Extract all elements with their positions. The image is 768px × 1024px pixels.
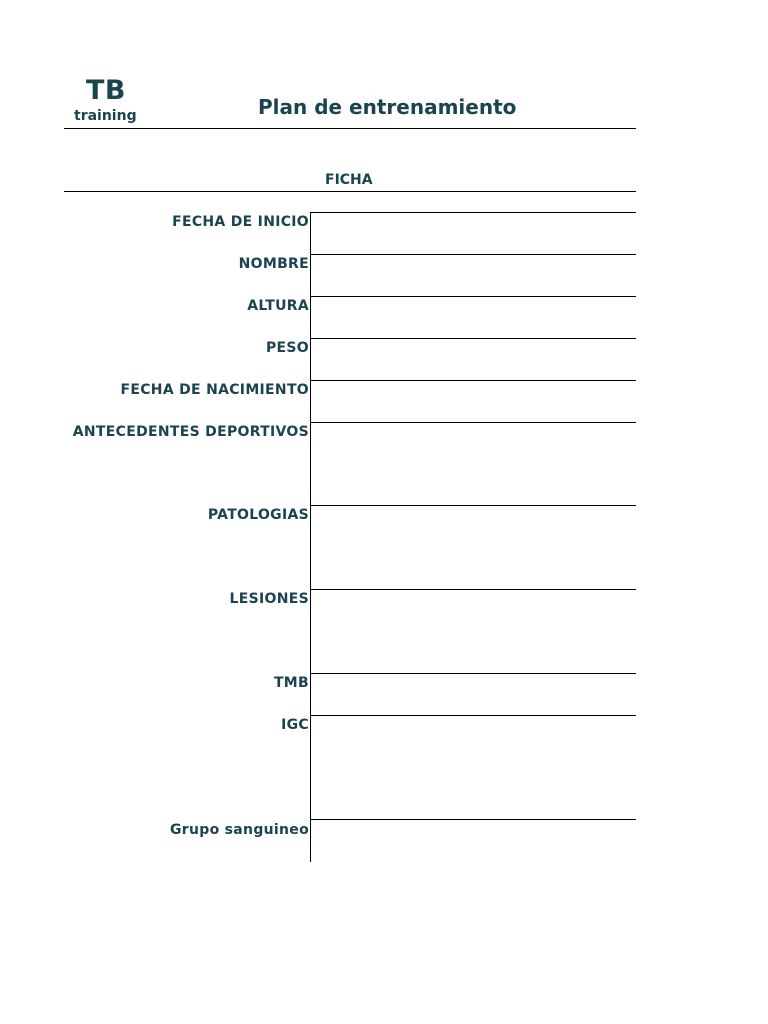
field-label-igc: IGC xyxy=(281,717,309,733)
field-value-altura[interactable] xyxy=(311,297,636,338)
field-value-fecha-de-nacimiento[interactable] xyxy=(311,381,636,422)
field-value-fecha-de-inicio[interactable] xyxy=(311,213,636,254)
section-title: FICHA xyxy=(325,172,373,188)
section-divider xyxy=(64,191,636,192)
field-value-peso[interactable] xyxy=(311,339,636,380)
field-label-nombre: NOMBRE xyxy=(238,256,309,272)
field-value-antecedentes-deportivos[interactable] xyxy=(311,423,636,505)
field-label-altura: ALTURA xyxy=(247,298,309,314)
field-label-peso: PESO xyxy=(265,340,309,356)
field-label-fecha-de-inicio: FECHA DE INICIO xyxy=(172,214,309,230)
field-label-antecedentes-deportivos: ANTECEDENTES DEPORTIVOS xyxy=(72,424,309,440)
field-value-nombre[interactable] xyxy=(311,255,636,296)
field-label-fecha-de-nacimiento: FECHA DE NACIMIENTO xyxy=(120,382,309,398)
field-value-patologias[interactable] xyxy=(311,506,636,589)
logo-subtitle: training xyxy=(74,108,137,124)
field-value-grupo-sanguineo[interactable] xyxy=(311,820,636,862)
header-divider xyxy=(64,128,636,129)
field-label-tmb: TMB xyxy=(273,675,309,691)
field-label-patologias: PATOLOGIAS xyxy=(207,507,309,523)
field-label-lesiones: LESIONES xyxy=(229,591,309,607)
page-title: Plan de entrenamiento xyxy=(258,95,517,119)
field-value-lesiones[interactable] xyxy=(311,590,636,673)
logo-mark: TB xyxy=(86,75,126,106)
field-value-tmb[interactable] xyxy=(311,674,636,715)
field-label-grupo-sanguineo: Grupo sanguineo xyxy=(170,822,309,838)
field-value-igc[interactable] xyxy=(311,716,636,819)
